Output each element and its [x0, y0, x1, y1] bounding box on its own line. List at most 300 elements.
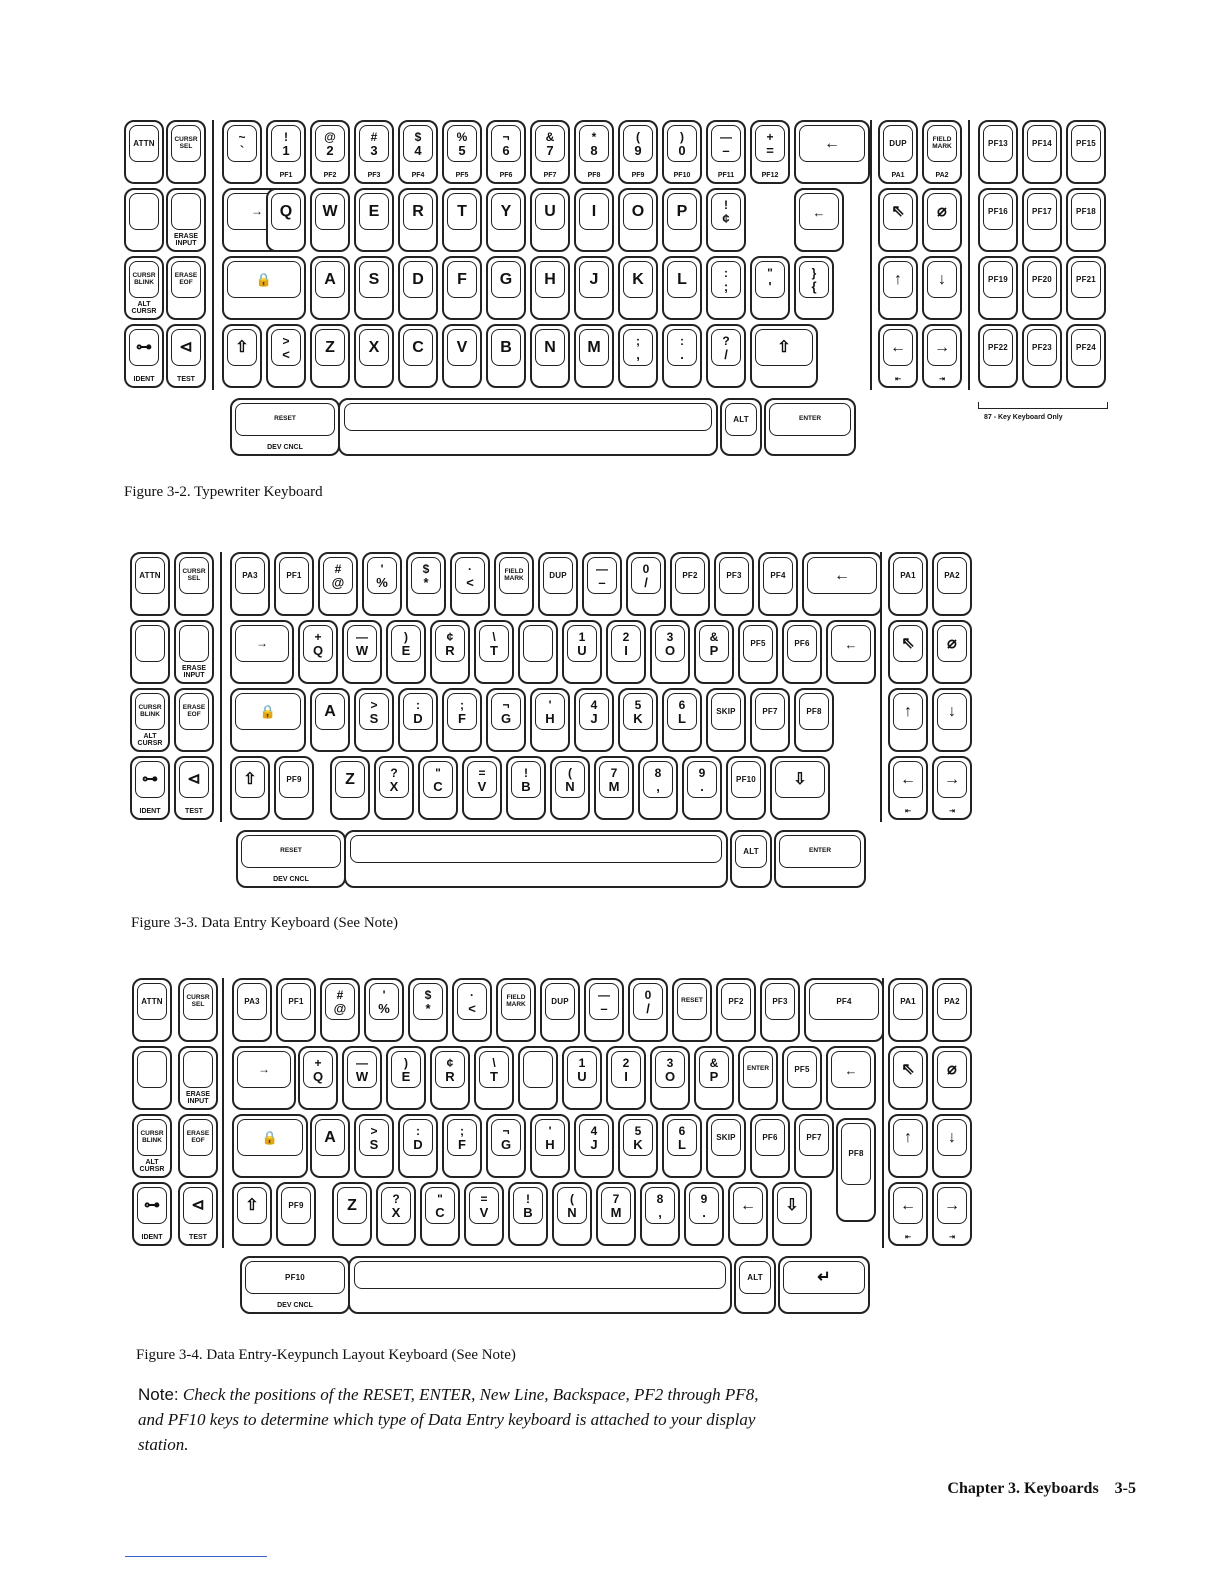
key-pf16[interactable]	[978, 188, 1018, 252]
key-pf20[interactable]	[1022, 256, 1062, 320]
key-symbol[interactable]	[750, 256, 790, 320]
key-upper-legend: ;	[460, 1123, 464, 1138]
key-blank[interactable]	[124, 188, 164, 252]
key-pf4[interactable]	[804, 978, 884, 1042]
key-n[interactable]	[550, 756, 590, 820]
key-symbol[interactable]	[452, 978, 492, 1042]
key-enter[interactable]	[738, 1046, 778, 1110]
key-cap	[303, 625, 333, 662]
key-cap	[799, 1119, 829, 1156]
key-4-j[interactable]	[574, 1114, 614, 1178]
key-legend: CURSR SEL	[182, 568, 206, 582]
key-symbol[interactable]	[922, 324, 962, 388]
key-q[interactable]	[298, 1046, 338, 1110]
key-symbol[interactable]	[584, 978, 624, 1042]
key-pa2[interactable]	[932, 978, 972, 1042]
key-cap	[1027, 193, 1057, 230]
key-reset[interactable]	[236, 830, 346, 888]
key-pf5[interactable]	[782, 1046, 822, 1110]
key-z[interactable]	[330, 756, 370, 820]
key-cap	[535, 261, 565, 298]
key-8[interactable]	[638, 756, 678, 820]
key-legend: ↓	[948, 702, 956, 720]
key-pf5[interactable]	[738, 620, 778, 684]
key-symbol[interactable]	[922, 256, 962, 320]
key-pf15[interactable]	[1066, 120, 1106, 184]
key-w[interactable]	[310, 188, 350, 252]
key-upper-legend: ;	[460, 697, 464, 712]
key-m[interactable]	[574, 324, 614, 388]
key-pf3[interactable]	[714, 552, 754, 616]
key-symbol[interactable]	[130, 756, 170, 820]
key-w[interactable]	[342, 620, 382, 684]
key-symbol[interactable]	[230, 620, 294, 684]
key-f[interactable]	[442, 688, 482, 752]
key-erase-input[interactable]	[178, 1046, 218, 1110]
key-5-k[interactable]	[618, 688, 658, 752]
key-pf9[interactable]	[276, 1182, 316, 1246]
key-cap	[359, 1119, 389, 1156]
key-6-l[interactable]	[662, 1114, 702, 1178]
key-pf13[interactable]	[978, 120, 1018, 184]
key-8[interactable]	[574, 120, 614, 184]
key-q[interactable]	[298, 620, 338, 684]
key-symbol[interactable]	[794, 188, 844, 252]
key-pf1[interactable]	[274, 552, 314, 616]
key-cap	[937, 1051, 967, 1088]
key-legend: ←	[824, 134, 840, 152]
key-r[interactable]	[398, 188, 438, 252]
key-enter[interactable]	[764, 398, 856, 456]
key-symbol[interactable]	[770, 756, 830, 820]
key-d[interactable]	[398, 256, 438, 320]
key-symbol[interactable]	[706, 188, 746, 252]
key-cap	[893, 625, 923, 662]
key-cap	[425, 1187, 455, 1224]
key-pa3[interactable]	[232, 978, 272, 1042]
key-symbol[interactable]	[922, 188, 962, 252]
key-1[interactable]	[266, 120, 306, 184]
key-symbol[interactable]	[888, 1182, 928, 1246]
key-h[interactable]	[530, 688, 570, 752]
key-lower-legend: K	[633, 1136, 643, 1152]
key-pf9[interactable]	[274, 756, 314, 820]
key-upper-legend: →	[258, 1062, 270, 1077]
key-p[interactable]	[694, 620, 734, 684]
key-legend: PA1	[900, 570, 916, 580]
key-y[interactable]	[518, 1046, 558, 1110]
key-enter[interactable]	[774, 830, 866, 888]
key-a[interactable]	[310, 688, 350, 752]
key-f[interactable]	[442, 1114, 482, 1178]
key-blank[interactable]	[130, 620, 170, 684]
key-symbol[interactable]	[318, 552, 358, 616]
key-pf7[interactable]	[750, 688, 790, 752]
key-blank[interactable]	[132, 1046, 172, 1110]
key-upper-legend: 1	[578, 1055, 586, 1070]
key-front-legend: PA1	[891, 172, 905, 179]
key-lower-legend: E	[401, 1068, 411, 1084]
key-symbol[interactable]	[582, 552, 622, 616]
key-g[interactable]	[486, 256, 526, 320]
key-symbol[interactable]	[408, 978, 448, 1042]
key-symbol[interactable]	[878, 188, 918, 252]
key-pa1[interactable]	[888, 552, 928, 616]
key-pf3[interactable]	[760, 978, 800, 1042]
key-symbol[interactable]	[888, 688, 928, 752]
key-s[interactable]	[354, 688, 394, 752]
key-symbol[interactable]	[750, 324, 818, 388]
key-cursr-blink[interactable]	[130, 688, 170, 752]
key-dup[interactable]	[878, 120, 918, 184]
key-j[interactable]	[574, 256, 614, 320]
key-pf4[interactable]	[758, 552, 798, 616]
key-symbol[interactable]	[878, 324, 918, 388]
key-x[interactable]	[376, 1182, 416, 1246]
key-dup[interactable]	[538, 552, 578, 616]
key-3-o[interactable]	[650, 1046, 690, 1110]
key-e[interactable]	[354, 188, 394, 252]
key-reset[interactable]	[230, 398, 340, 456]
key-upper-legend: !	[724, 197, 728, 212]
key-skip[interactable]	[706, 1114, 746, 1178]
key-pf17[interactable]	[1022, 188, 1062, 252]
key-cap	[1027, 125, 1057, 162]
key-2[interactable]	[310, 120, 350, 184]
key-symbol[interactable]	[230, 756, 270, 820]
key-symbol[interactable]	[772, 1182, 812, 1246]
key-erase-input[interactable]	[166, 188, 206, 252]
key-0[interactable]	[626, 552, 666, 616]
key-legend: V	[456, 338, 468, 356]
key-legend: ↑	[894, 270, 902, 288]
key-a[interactable]	[310, 1114, 350, 1178]
key-legend: ⇩	[785, 1196, 799, 1214]
key-symbol[interactable]	[794, 256, 834, 320]
key-n[interactable]	[530, 324, 570, 388]
key-symbol[interactable]	[662, 324, 702, 388]
key-symbol[interactable]	[888, 1114, 928, 1178]
key-symbol[interactable]	[794, 120, 870, 184]
space-bar[interactable]	[344, 830, 728, 888]
key-cursr-sel[interactable]	[174, 552, 214, 616]
key-lower-legend: 4	[414, 142, 422, 158]
key-w[interactable]	[342, 1046, 382, 1110]
key-b[interactable]	[508, 1182, 548, 1246]
key-8[interactable]	[640, 1182, 680, 1246]
key-cap	[447, 329, 477, 366]
key-pf8[interactable]	[836, 1118, 876, 1222]
key-pf7[interactable]	[794, 1114, 834, 1178]
key-n[interactable]	[552, 1182, 592, 1246]
key-pf10[interactable]	[240, 1256, 350, 1314]
key-a[interactable]	[310, 256, 350, 320]
key-skip[interactable]	[706, 688, 746, 752]
key-symbol[interactable]	[826, 620, 876, 684]
key-pf6[interactable]	[782, 620, 822, 684]
key-legend: RESET	[681, 997, 703, 1005]
key-pf23[interactable]	[1022, 324, 1062, 388]
key-l[interactable]	[662, 256, 702, 320]
key-cap	[893, 761, 923, 798]
key-symbol[interactable]	[802, 552, 882, 616]
key-symbol[interactable]	[932, 1046, 972, 1110]
key-lower-legend: 3	[370, 142, 378, 158]
key-reset[interactable]	[672, 978, 712, 1042]
key-2-i[interactable]	[606, 1046, 646, 1110]
key-q[interactable]	[266, 188, 306, 252]
key-symbol[interactable]	[888, 756, 928, 820]
key-c[interactable]	[418, 756, 458, 820]
space-bar[interactable]	[338, 398, 718, 456]
key-upper-legend: ¢	[446, 629, 454, 644]
key-symbol[interactable]	[124, 324, 164, 388]
key-symbol[interactable]	[706, 256, 746, 320]
key-symbol[interactable]	[706, 324, 746, 388]
key-z[interactable]	[310, 324, 350, 388]
key-field-mark[interactable]	[496, 978, 536, 1042]
key-upper-legend: (	[570, 1191, 574, 1206]
key-6-l[interactable]	[662, 688, 702, 752]
key-legend: PA2	[944, 996, 960, 1006]
key-4-j[interactable]	[574, 688, 614, 752]
key-symbol[interactable]	[888, 1046, 928, 1110]
key-symbol[interactable]	[266, 324, 306, 388]
key-symbol[interactable]	[778, 1256, 870, 1314]
key-symbol[interactable]	[320, 978, 360, 1042]
key-pf2[interactable]	[716, 978, 756, 1042]
key-erase-eof[interactable]	[178, 1114, 218, 1178]
key-cap	[179, 557, 209, 594]
key-x[interactable]	[354, 324, 394, 388]
key-alt[interactable]	[734, 1256, 776, 1314]
key-cap	[535, 125, 565, 162]
key-d[interactable]	[398, 688, 438, 752]
key-1-u[interactable]	[562, 1046, 602, 1110]
key-cap	[171, 193, 201, 230]
key-5[interactable]	[442, 120, 482, 184]
key-0[interactable]	[662, 120, 702, 184]
key-3[interactable]	[354, 120, 394, 184]
key-symbol[interactable]	[232, 1182, 272, 1246]
key-lower-legend: W	[355, 1068, 369, 1084]
key-symbol[interactable]	[932, 1182, 972, 1246]
key-p[interactable]	[694, 1046, 734, 1110]
key-symbol[interactable]	[362, 552, 402, 616]
key-cap	[983, 193, 1013, 230]
key-o[interactable]	[618, 188, 658, 252]
key-h[interactable]	[530, 256, 570, 320]
key-symbol[interactable]	[706, 120, 746, 184]
key-5-k[interactable]	[618, 1114, 658, 1178]
key-symbol[interactable]	[222, 256, 306, 320]
space-bar[interactable]	[348, 1256, 732, 1314]
key-2-i[interactable]	[606, 620, 646, 684]
key-front-legend: TEST	[177, 376, 195, 383]
key-c[interactable]	[398, 324, 438, 388]
key-symbol[interactable]	[174, 756, 214, 820]
key-g[interactable]	[486, 688, 526, 752]
key-symbol[interactable]	[932, 688, 972, 752]
key-p[interactable]	[662, 188, 702, 252]
key-d[interactable]	[398, 1114, 438, 1178]
key-pa1[interactable]	[888, 978, 928, 1042]
key-7-m[interactable]	[596, 1182, 636, 1246]
key-pf6[interactable]	[750, 1114, 790, 1178]
key-legend: PF19	[988, 274, 1008, 284]
key-symbol[interactable]	[364, 978, 404, 1042]
key-x[interactable]	[374, 756, 414, 820]
key-7-m[interactable]	[594, 756, 634, 820]
key-front-legend: ⇤	[905, 1234, 911, 1241]
key-y[interactable]	[518, 620, 558, 684]
key-cap	[775, 761, 825, 798]
key-r[interactable]	[430, 620, 470, 684]
key-legend: ⇧	[777, 338, 791, 356]
key-cap	[391, 1051, 421, 1088]
key-upper-legend: —	[598, 987, 610, 1002]
key-t[interactable]	[474, 1046, 514, 1110]
key-symbol[interactable]	[232, 1114, 308, 1178]
key-9[interactable]	[618, 120, 658, 184]
key-e[interactable]	[386, 1046, 426, 1110]
key-r[interactable]	[430, 1046, 470, 1110]
key-t[interactable]	[442, 188, 482, 252]
key-symbol[interactable]	[230, 688, 306, 752]
key-v[interactable]	[442, 324, 482, 388]
key-i[interactable]	[574, 188, 614, 252]
key-cap	[359, 329, 389, 366]
key-symbol[interactable]	[178, 1182, 218, 1246]
key-pa3[interactable]	[230, 552, 270, 616]
key-b[interactable]	[486, 324, 526, 388]
key-symbol[interactable]	[750, 120, 790, 184]
key-legend: SKIP	[716, 1132, 736, 1142]
key-symbol[interactable]	[450, 552, 490, 616]
key-erase-input[interactable]	[174, 620, 214, 684]
key-cap	[279, 557, 309, 594]
key-symbol[interactable]	[406, 552, 446, 616]
key-symbol[interactable]	[888, 620, 928, 684]
key-g[interactable]	[486, 1114, 526, 1178]
key-7[interactable]	[530, 120, 570, 184]
key-9[interactable]	[682, 756, 722, 820]
key-alt[interactable]	[730, 830, 772, 888]
key-symbol[interactable]	[222, 324, 262, 388]
key-symbol[interactable]	[932, 620, 972, 684]
space-bar-cap	[350, 835, 722, 863]
key-upper-legend: 9	[700, 1191, 708, 1206]
key-v[interactable]	[464, 1182, 504, 1246]
key-symbol[interactable]	[826, 1046, 876, 1110]
key-symbol[interactable]	[728, 1182, 768, 1246]
key-f[interactable]	[442, 256, 482, 320]
key-9[interactable]	[684, 1182, 724, 1246]
key-legend: ATTN	[139, 570, 161, 580]
key-field-mark[interactable]	[494, 552, 534, 616]
key-b[interactable]	[506, 756, 546, 820]
key-lower-legend: C	[435, 1204, 445, 1220]
key-symbol[interactable]	[132, 1182, 172, 1246]
key-pf24[interactable]	[1066, 324, 1106, 388]
key-symbol[interactable]	[932, 756, 972, 820]
key-h[interactable]	[530, 1114, 570, 1178]
key-attn[interactable]	[132, 978, 172, 1042]
key-cursr-blink[interactable]	[132, 1114, 172, 1178]
key-y[interactable]	[486, 188, 526, 252]
key-symbol[interactable]	[232, 1046, 296, 1110]
key-s[interactable]	[354, 1114, 394, 1178]
key-erase-eof[interactable]	[174, 688, 214, 752]
key-cap	[137, 983, 167, 1020]
key-0[interactable]	[628, 978, 668, 1042]
key-pf14[interactable]	[1022, 120, 1062, 184]
key-symbol[interactable]	[932, 1114, 972, 1178]
key-upper-legend: &	[709, 629, 719, 644]
key-cursr-sel[interactable]	[166, 120, 206, 184]
key-pf2[interactable]	[670, 552, 710, 616]
key-pa2[interactable]	[932, 552, 972, 616]
key-attn[interactable]	[130, 552, 170, 616]
key-pf21[interactable]	[1066, 256, 1106, 320]
key-3-o[interactable]	[650, 620, 690, 684]
key-pf8[interactable]	[794, 688, 834, 752]
key-cursr-sel[interactable]	[178, 978, 218, 1042]
key-t[interactable]	[474, 620, 514, 684]
key-erase-eof[interactable]	[166, 256, 206, 320]
key-lower-legend: /	[644, 574, 648, 590]
key-lower-legend: X	[389, 778, 399, 794]
key-u[interactable]	[530, 188, 570, 252]
key-s[interactable]	[354, 256, 394, 320]
key-c[interactable]	[420, 1182, 460, 1246]
key-symbol[interactable]	[878, 256, 918, 320]
key-attn[interactable]	[124, 120, 164, 184]
key-cap	[587, 557, 617, 594]
key-1-u[interactable]	[562, 620, 602, 684]
key-pf19[interactable]	[978, 256, 1018, 320]
key-cap	[677, 983, 707, 1020]
key-upper-legend: 2	[622, 1055, 630, 1070]
key-upper-legend: 9	[698, 765, 706, 780]
key-lower-legend: `	[239, 142, 245, 158]
key-alt[interactable]	[720, 398, 762, 456]
key-symbol[interactable]	[166, 324, 206, 388]
key-cap	[315, 193, 345, 230]
key-legend: ⇧	[243, 770, 257, 788]
key-v[interactable]	[462, 756, 502, 820]
key-pf22[interactable]	[978, 324, 1018, 388]
key-cap	[675, 557, 705, 594]
key-symbol[interactable]	[222, 120, 262, 184]
key-pf1[interactable]	[276, 978, 316, 1042]
key-pf18[interactable]	[1066, 188, 1106, 252]
key-cursr-blink[interactable]	[124, 256, 164, 320]
key-dup[interactable]	[540, 978, 580, 1042]
key-k[interactable]	[618, 256, 658, 320]
key-z[interactable]	[332, 1182, 372, 1246]
key-4[interactable]	[398, 120, 438, 184]
key-cap	[467, 761, 497, 798]
key-upper-legend: "	[437, 1191, 443, 1206]
key-field-mark[interactable]	[922, 120, 962, 184]
key-pf10[interactable]	[726, 756, 766, 820]
key-cap	[491, 125, 521, 162]
key-symbol[interactable]	[618, 324, 658, 388]
key-upper-legend: 4	[590, 697, 598, 712]
key-6[interactable]	[486, 120, 526, 184]
key-e[interactable]	[386, 620, 426, 684]
